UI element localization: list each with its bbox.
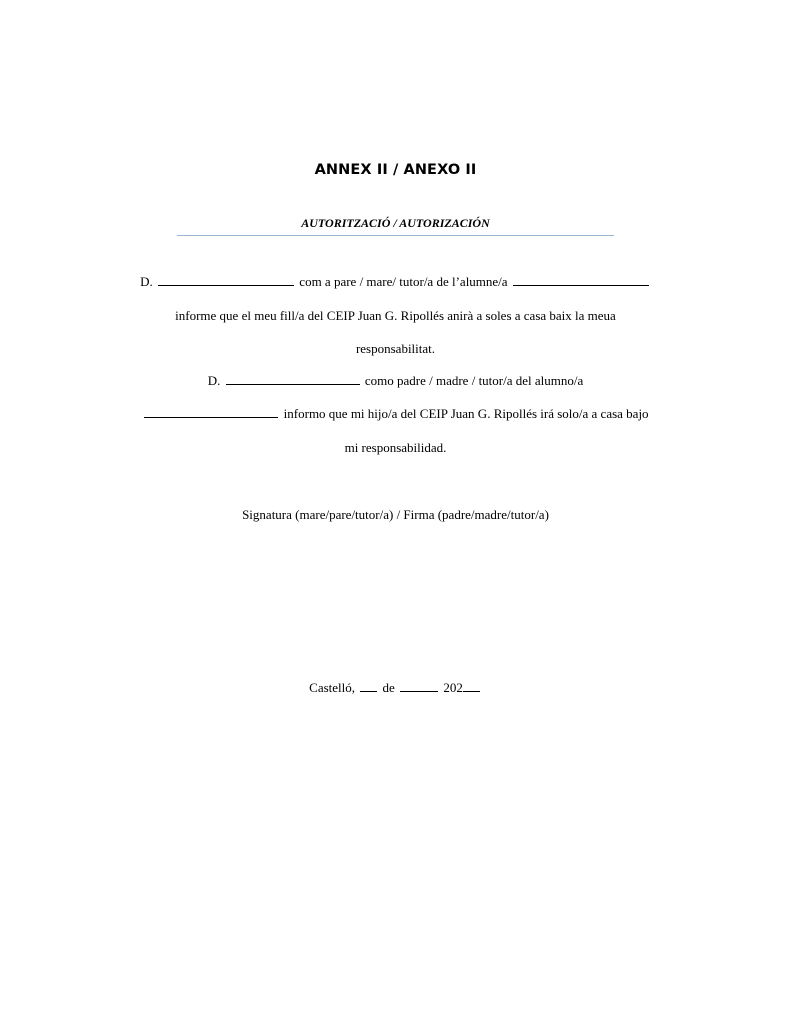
parent-name-blank-spanish[interactable]: [226, 372, 360, 385]
spanish-line-2: [0, 405, 791, 423]
document-subtitle: AUTORITZACIÓ / AUTORIZACIÓN: [301, 216, 490, 230]
place-date-line: [0, 679, 791, 697]
place-name: Castelló,: [309, 680, 356, 695]
signature-label: Signatura (mare/pare/tutor/a) / Firma (padre/madre/tutor/a): [242, 507, 549, 522]
spanish-line-1: [0, 372, 791, 390]
subtitle-divider: [177, 235, 614, 236]
valencian-line-2: informe que el meu fill/a del CEIP Juan G. Ripollés anirà a soles a casa baix la meua: [175, 308, 616, 323]
valencian-line-1: [0, 273, 791, 291]
spanish-statement-text: informo que mi hijo/a del CEIP Juan G. Ripollés irá solo/a a casa bajo: [283, 406, 649, 421]
document-title: ANNEX II / ANEXO II: [314, 162, 477, 178]
valencian-line-3: responsabilitat.: [355, 341, 436, 356]
year-blank[interactable]: [463, 679, 480, 692]
valencian-prefix: D.: [140, 274, 153, 289]
day-blank[interactable]: [360, 679, 377, 692]
student-name-blank-spanish[interactable]: [144, 405, 278, 418]
month-blank[interactable]: [400, 679, 438, 692]
spanish-prefix: D.: [207, 373, 221, 388]
valencian-relation-text: com a pare / mare/ tutor/a de l’alumne/a: [299, 274, 508, 289]
student-name-blank-valencian[interactable]: [513, 273, 649, 286]
date-de: de: [382, 680, 395, 695]
parent-name-blank-valencian[interactable]: [158, 273, 294, 286]
year-prefix: 202: [443, 680, 463, 695]
spanish-line-3: mi responsabilidad.: [344, 440, 447, 455]
spanish-relation-text: como padre / madre / tutor/a del alumno/a: [364, 373, 584, 388]
